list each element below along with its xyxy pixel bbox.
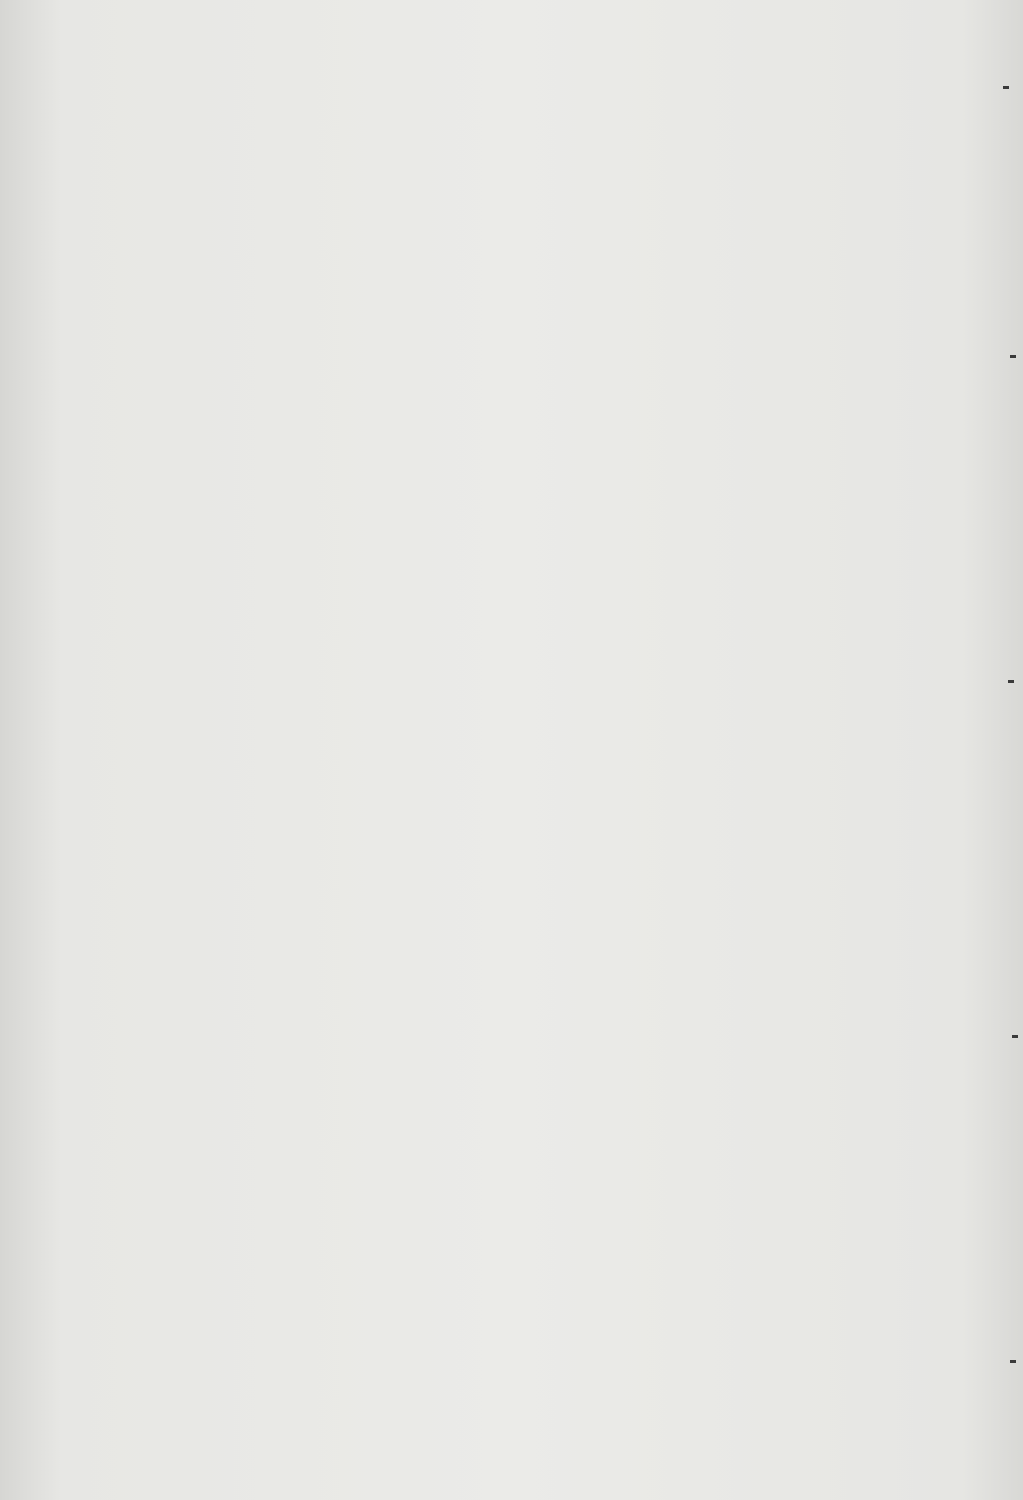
margin-mark bbox=[1010, 1360, 1016, 1363]
margin-mark bbox=[1003, 86, 1009, 89]
margin-mark bbox=[1010, 355, 1016, 358]
section-heading-wrapper bbox=[0, 1165, 1023, 1184]
margin-mark bbox=[1008, 680, 1014, 683]
margin-mark bbox=[1012, 1035, 1018, 1038]
